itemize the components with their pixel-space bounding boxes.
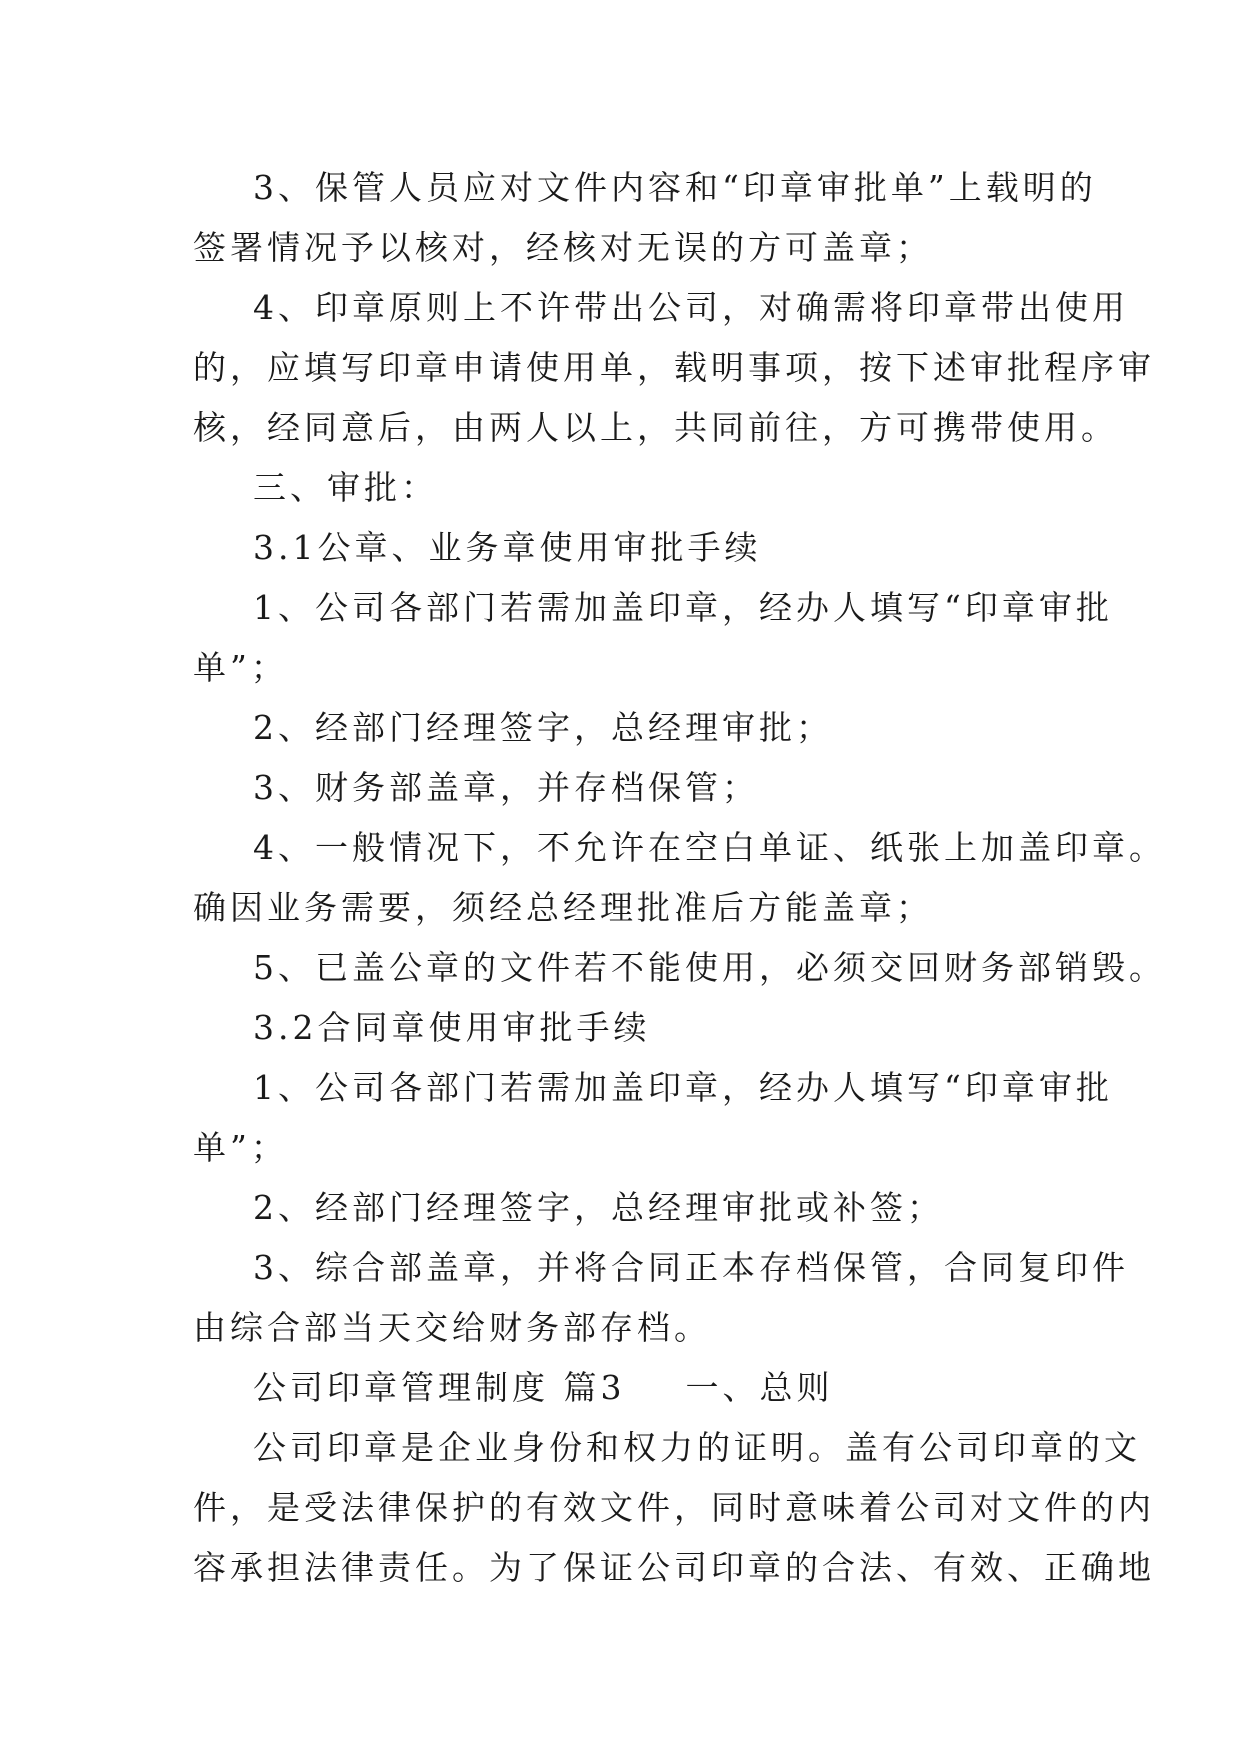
article-title: 公司印章管理制度 篇3 — [253, 1368, 626, 1407]
paragraph-line: 签署情况予以核对，经核对无误的方可盖章； — [193, 228, 933, 267]
paragraph-line: 的，应填写印章申请使用单，载明事项，按下述审批程序审 — [193, 348, 1155, 387]
paragraph-line: 核，经同意后，由两人以上，共同前往，方可携带使用。 — [193, 408, 1118, 447]
paragraph-line: 4、印章原则上不许带出公司，对确需将印章带出使用 — [253, 288, 1129, 327]
paragraph-line: 4、一般情况下，不允许在空白单证、纸张上加盖印章。 — [253, 828, 1166, 867]
paragraph-line: 确因业务需要，须经总经理批准后方能盖章； — [193, 888, 933, 927]
paragraph-line: 3、财务部盖章，并存档保管； — [253, 768, 759, 807]
paragraph-line: 2、经部门经理签字，总经理审批或补签； — [253, 1188, 944, 1227]
paragraph-line: 容承担法律责任。为了保证公司印章的合法、有效、正确地 — [193, 1548, 1155, 1587]
paragraph-line: 2、经部门经理签字，总经理审批； — [253, 708, 833, 747]
paragraph-line: 5、已盖公章的文件若不能使用，必须交回财务部销毁。 — [253, 948, 1166, 987]
paragraph-line: 件，是受法律保护的有效文件，同时意味着公司对文件的内 — [193, 1488, 1155, 1527]
paragraph-line: 1、公司各部门若需加盖印章，经办人填写“印章审批 — [253, 588, 1113, 627]
section-heading: 三、审批： — [253, 468, 438, 507]
paragraph-line: 1、公司各部门若需加盖印章，经办人填写“印章审批 — [253, 1068, 1113, 1107]
subsection-heading: 3.2合同章使用审批手续 — [253, 1008, 651, 1047]
subsection-heading: 3.1公章、业务章使用审批手续 — [253, 528, 762, 567]
article-section-title: 一、总则 — [685, 1368, 834, 1407]
document-body — [193, 158, 1166, 1598]
paragraph-line: 3、综合部盖章，并将合同正本存档保管，合同复印件 — [253, 1248, 1129, 1287]
paragraph-line: 3、保管人员应对文件内容和“印章审批单”上载明的 — [253, 168, 1097, 207]
paragraph-line: 由综合部当天交给财务部存档。 — [193, 1308, 711, 1347]
paragraph-line: 公司印章是企业身份和权力的证明。盖有公司印章的文 — [253, 1428, 1141, 1467]
article-heading-line — [193, 1358, 1053, 1418]
paragraph-line: 单”； — [193, 648, 288, 687]
paragraph-line: 单”； — [193, 1128, 288, 1167]
